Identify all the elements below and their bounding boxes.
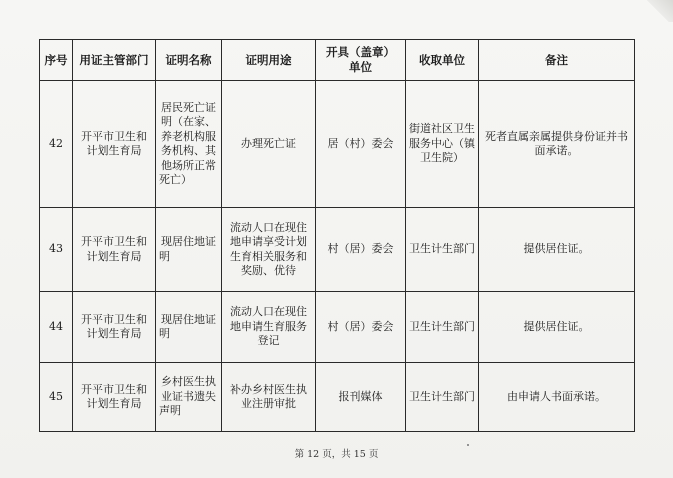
cell-cert: 乡村医生执业证书遗失声明 <box>156 363 222 432</box>
cell-issuer: 村（居）委会 <box>316 208 406 292</box>
cell-cert: 现居住地证明 <box>156 208 222 292</box>
cell-receiver: 卫生计生部门 <box>406 208 479 292</box>
cell-use: 补办乡村医生执业注册审批 <box>222 363 316 432</box>
cell-note: 死者直属亲属提供身份证并书面承诺。 <box>479 81 635 208</box>
cell-use: 流动人口在现住地申请享受计划生育相关服务和奖励、优待 <box>222 208 316 292</box>
page-number-footer: 第 12 页，共 15 页 <box>294 449 379 460</box>
scan-speck <box>467 444 469 446</box>
header-cert: 证明名称 <box>156 40 222 81</box>
cell-receiver: 卫生计生部门 <box>406 363 479 432</box>
header-no: 序号 <box>40 40 73 81</box>
cell-no: 45 <box>40 363 73 432</box>
cell-cert: 现居住地证明 <box>156 292 222 363</box>
cell-note: 提供居住证。 <box>479 292 635 363</box>
cell-issuer: 村（居）委会 <box>316 292 406 363</box>
cell-issuer: 报刊媒体 <box>316 363 406 432</box>
cell-no: 42 <box>40 81 73 208</box>
table-row <box>40 363 635 432</box>
cell-no: 43 <box>40 208 73 292</box>
cell-issuer: 居（村）委会 <box>316 81 406 208</box>
certificate-table <box>39 39 635 432</box>
cell-note: 由申请人书面承诺。 <box>479 363 635 432</box>
cell-dept: 开平市卫生和计划生育局 <box>73 208 156 292</box>
cell-receiver: 卫生计生部门 <box>406 292 479 363</box>
header-use: 证明用途 <box>222 40 316 81</box>
table-row <box>40 208 635 292</box>
header-dept: 用证主管部门 <box>73 40 156 81</box>
header-issuer: 开具（盖章） 单位 <box>316 40 406 81</box>
cell-receiver: 街道社区卫生服务中心（镇卫生院） <box>406 81 479 208</box>
header-note: 备注 <box>479 40 635 81</box>
cell-note: 提供居住证。 <box>479 208 635 292</box>
cell-cert: 居民死亡证明（在家、养老机构服务机构、其他场所正常死亡） <box>156 81 222 208</box>
cell-use: 流动人口在现住地申请生育服务登记 <box>222 292 316 363</box>
table-row <box>40 292 635 363</box>
header-receiver: 收取单位 <box>406 40 479 81</box>
cell-use: 办理死亡证 <box>222 81 316 208</box>
cell-dept: 开平市卫生和计划生育局 <box>73 363 156 432</box>
cell-no: 44 <box>40 292 73 363</box>
table-header-row <box>40 40 635 81</box>
cell-dept: 开平市卫生和计划生育局 <box>73 292 156 363</box>
table-row <box>40 81 635 208</box>
cell-dept: 开平市卫生和计划生育局 <box>73 81 156 208</box>
page-corner-fold <box>643 0 673 22</box>
